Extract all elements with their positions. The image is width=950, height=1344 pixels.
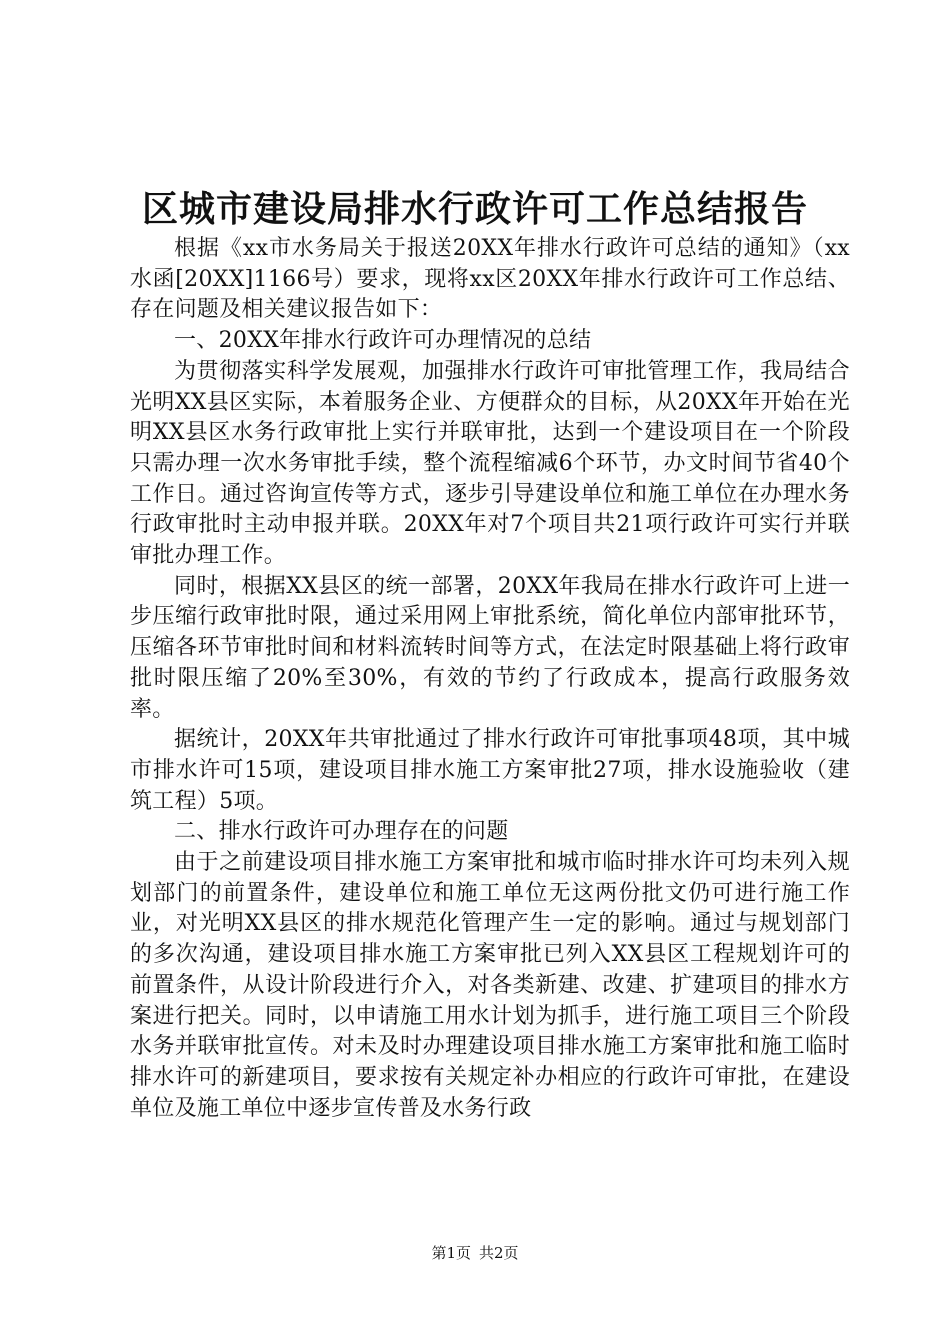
- section-heading-2: 二、排水行政许可办理存在的问题: [174, 819, 509, 845]
- paragraph-intro: 根据《xx市水务局关于报送20XX年排水行政许可总结的通知》（xx水函[20XX]1166号）要求，现将xx区20XX年排水行政许可工作总结、存在问题及相关建议报告如下：: [130, 236, 850, 323]
- document-title: 区城市建设局排水行政许可工作总结报告: [141, 188, 808, 230]
- section-heading-1: 一、20XX年排水行政许可办理情况的总结: [174, 328, 592, 354]
- paragraph-statistics: 据统计，20XX年共审批通过了排水行政许可审批事项48项，其中城市排水许可15项，建设项目排水施工方案审批27项，排水设施验收（建筑工程）5项。: [130, 727, 850, 814]
- paragraph-time-limit: 同时，根据XX县区的统一部署，20XX年我局在排水行政许可上进一步压缩行政审批时限，通过采用网上审批系统，简化单位内部审批环节，压缩各环节审批时间和材料流转时间等方式，在法定时限基础上将行政审批时限压缩了20%至30%，有效的节约了行政成本，提高行政服务效率。: [130, 573, 850, 722]
- page-total: 共2页: [479, 1244, 519, 1262]
- paragraph-parallel-approval: 为贯彻落实科学发展观，加强排水行政许可审批管理工作，我局结合光明XX县区实际，本着服务企业、方便群众的目标，从20XX年开始在光明XX县区水务行政审批上实行并联审批，达到一个建设项目在一个阶段只需办理一次水务审批手续，整个流程缩减6个环节，办文时间节省40个工作日。通过咨询宣传等方式，逐步引导建设单位和施工单位在办理水务行政审批时主动申报并联。20XX年对7个项目共21项行政许可实行并联审批办理工作。: [130, 358, 850, 569]
- page-number: 第1页: [431, 1244, 471, 1262]
- page-footer: [0, 1243, 950, 1263]
- document-body: [130, 234, 850, 1124]
- paragraph-problems: 由于之前建设项目排水施工方案审批和城市临时排水许可均未列入规划部门的前置条件，建设单位和施工单位无这两份批文仍可进行施工作业，对光明XX县区的排水规范化管理产生一定的影响。通过与规划部门的多次沟通，建设项目排水施工方案审批已列入XX县区工程规划许可的前置条件，从设计阶段进行介入，对各类新建、改建、扩建项目的排水方案进行把关。同时，以申请施工用水计划为抓手，进行施工项目三个阶段水务并联审批宣传。对未及时办理建设项目排水施工方案审批和施工临时排水许可的新建项目，要求按有关规定补办相应的行政许可审批，在建设单位及施工单位中逐步宣传普及水务行政: [130, 850, 850, 1121]
